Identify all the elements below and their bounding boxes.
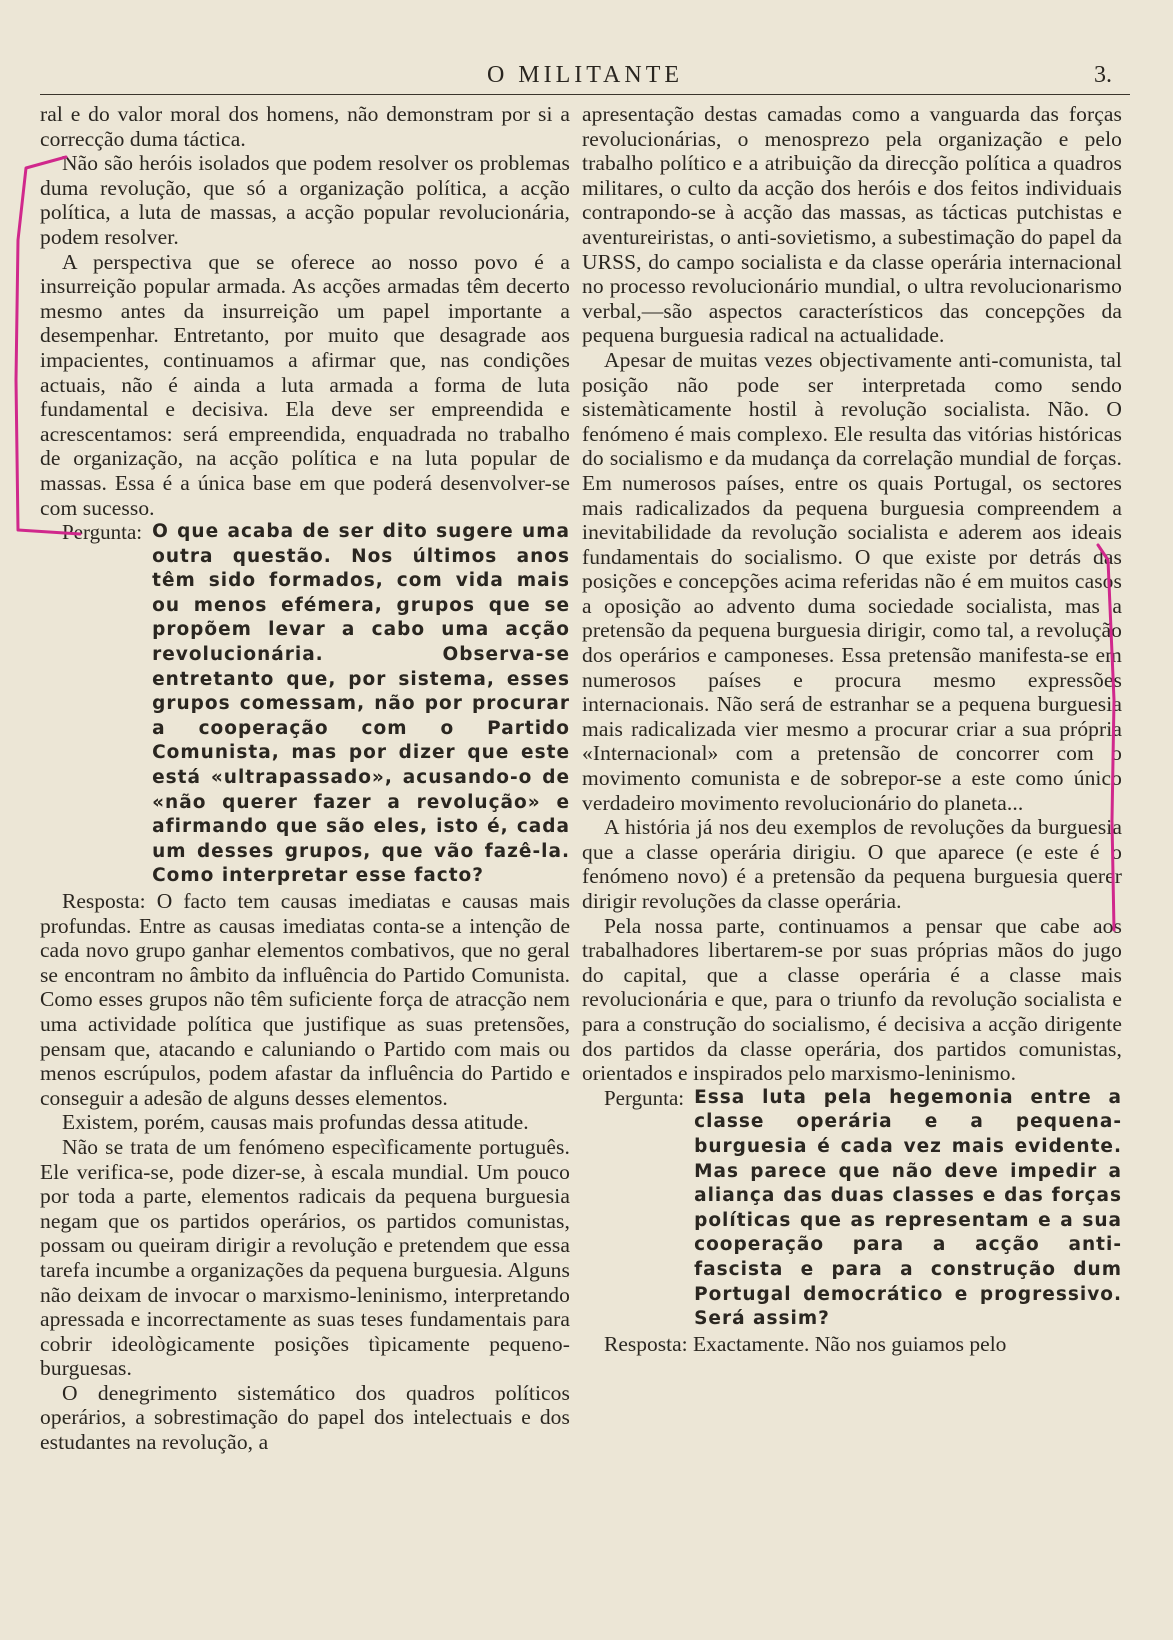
paragraph: Não são heróis isolados que podem resolver os problemas duma revolução, que só a organização política, a acção política, a luta de massas, a acção popular revolucionária, podem resolver. (40, 151, 570, 249)
left-column (40, 102, 570, 1455)
paragraph: A história já nos deu exemplos de revoluções da burguesia que a classe operária dirigiu. O que aparece (e este é o fenómeno novo) é a pretensão da pequena burguesia querer dirigir revoluções da classe operária. (582, 815, 1122, 913)
paragraph: Apesar de muitas vezes objectivamente anti-comunista, tal posição não pode ser interpretada como sendo sistemàticamente hostil à revolução socialista. Não. O fenómeno é mais complexo. Ele resulta das vitórias históricas do socialismo e da mudança da correlação mundial de forças. Em numerosos países, entre os quais Portugal, os sectores mais radicalizados da pequena burguesia compreendem a inevitabilidade da revolução socialista e aderem aos ideais fundamentais do socialismo. O que existe por detrás das posições e concepções acima referidas não é em muitos casos a oposição ao advento duma sociedade socialista, mas a pretensão da pequena burguesia dirigir, como tal, a revolução dos operários e camponeses. Essa pretensão manifesta-se em numerosos países e procura mesmo expressões internacionais. Não será de estranhar se a pequena burguesia mais radicalizada vier mesmo a procurar criar a sua própria «Internacional» com a pretensão de concorrer com o movimento comunista e de sobrepor-se a este como único verdadeiro movimento revolucionário do planeta... (582, 347, 1122, 815)
paragraph: Não se trata de um fenómeno especìficamente português. Ele verifica-se, pode dizer-se, à escala mundial. Um pouco por toda a parte, elementos radicais da pequena burguesia negam que os partidos operários, os partidos comunistas, possam ou queiram dirigir a revolução e pretendem que essa tarefa incumbe a organizações da pequena burguesia. Alguns não deixam de invocar o marxismo-leninismo, interpretando apressada e incorrectamente as suas teses fundamentais para cobrir ideològicamente posições tìpicamente pequeno-burguesas. (40, 1134, 570, 1381)
publication-title: O MILITANTE (486, 62, 684, 88)
question-text: Essa luta pela hegemonia entre a classe operária e a pequena-burguesia é cada vez mais evidente. Mas parece que não deve impedir a aliança das duas classes e das forças políticas que as representam e a sua cooperação para a acção anti-fascista e para a construção dum Portugal democrático e progressivo. Será assim? (694, 1086, 1122, 1330)
answer-text: Exactamente. Não nos guiamos pelo (692, 1331, 1007, 1356)
right-column (582, 102, 1122, 1356)
answer-block (582, 1332, 1122, 1357)
paragraph: Existem, porém, causas mais profundas dessa atitude. (62, 1110, 529, 1135)
paragraph: apresentação destas camadas como a vanguarda das forças revolucionárias, o menosprezo pela organização e pelo trabalho político e a atribuição da direcção política a quadros militares, o culto da acção dos heróis e dos feitos individuais contrapondo-se à acção das massas, as tácticas putchistas e aventureiristas, o anti-sovietismo, a subestimação do papel da URSS, do campo socialista e da classe operária internacional no processo revolucionário mundial, o ultra revolucionarismo verbal,—são aspectos característicos das concepções da pequena burguesia radical na actualidade. (582, 102, 1122, 348)
answer-text: O facto tem causas imediatas e causas mais profundas. Entre as causas imediatas conta-se a intenção de cada novo grupo ganhar elementos combativos, que no geral se encontram no âmbito da influência do Partido Comunista. Como esses grupos não têm suficiente força de atracção nem uma actividade política que justifique as suas pretensões, pensam que, atacando e caluniando o Partido com mais ou menos escrúpulos, podem afastar da influência do Partido e conseguir a adesão de alguns desses elementos. (40, 889, 571, 1110)
paragraph: Pela nossa parte, continuamos a pensar que cabe aos trabalhadores libertarem-se por suas próprias mãos do jugo do capital, que a classe operária é a classe mais revolucionária e que, para o triunfo da revolução socialista e para a construção do socialismo, é decisiva a acção dirigente dos partidos da classe operária, dos partidos comunistas, orientados e inspirados pelo marxismo-leninismo. (582, 913, 1122, 1086)
question-label: Pergunta: (604, 1085, 685, 1110)
answer-label: Resposta: (62, 889, 146, 913)
question-block (582, 1086, 1122, 1332)
paragraph: O denegrimento sistemático dos quadros políticos operários, a sobrestimação do papel dos intelectuais e dos estudantes na revolução, a (40, 1380, 570, 1455)
paragraph: ral e do valor moral dos homens, não demonstram por si a correcção duma táctica. (40, 102, 570, 151)
page-header (40, 58, 1130, 95)
question-block (40, 520, 570, 889)
answer-label: Resposta: (604, 1331, 688, 1356)
page-number: 3. (1094, 62, 1112, 88)
question-label: Pergunta: (62, 520, 143, 545)
answer-block (40, 889, 570, 1110)
question-text: O que acaba de ser dito sugere uma outra questão. Nos últimos anos têm sido formados, com vida mais ou menos efémera, grupos que se propõem levar a cabo uma acção revolucionária. Observa-se entretanto que, por sistema, esses grupos comessam, não por procurar a cooperação com o Partido Comunista, mas por dizer que este está «ultrapassado», acusando-o de «não querer fazer a revolução» e afirmando que são eles, isto é, cada um desses grupos, que vão fazê-la. Como interpretar esse facto? (152, 521, 570, 887)
paragraph: A perspectiva que se oferece ao nosso povo é a insurreição popular armada. As acções armadas têm decerto mesmo antes da insurreição um papel importante a desempenhar. Entretanto, por muito que desagrade aos impacientes, continuamos a afirmar que, nas condições actuais, não é ainda a luta armada a forma de luta fundamental e decisiva. Ela deve ser empreendida e acrescentamos: será empreendida, enquadrada no trabalho de organização, na acção política e na luta popular de massas. Essa é a única base em que poderá desenvolver-se com sucesso. (40, 249, 570, 520)
